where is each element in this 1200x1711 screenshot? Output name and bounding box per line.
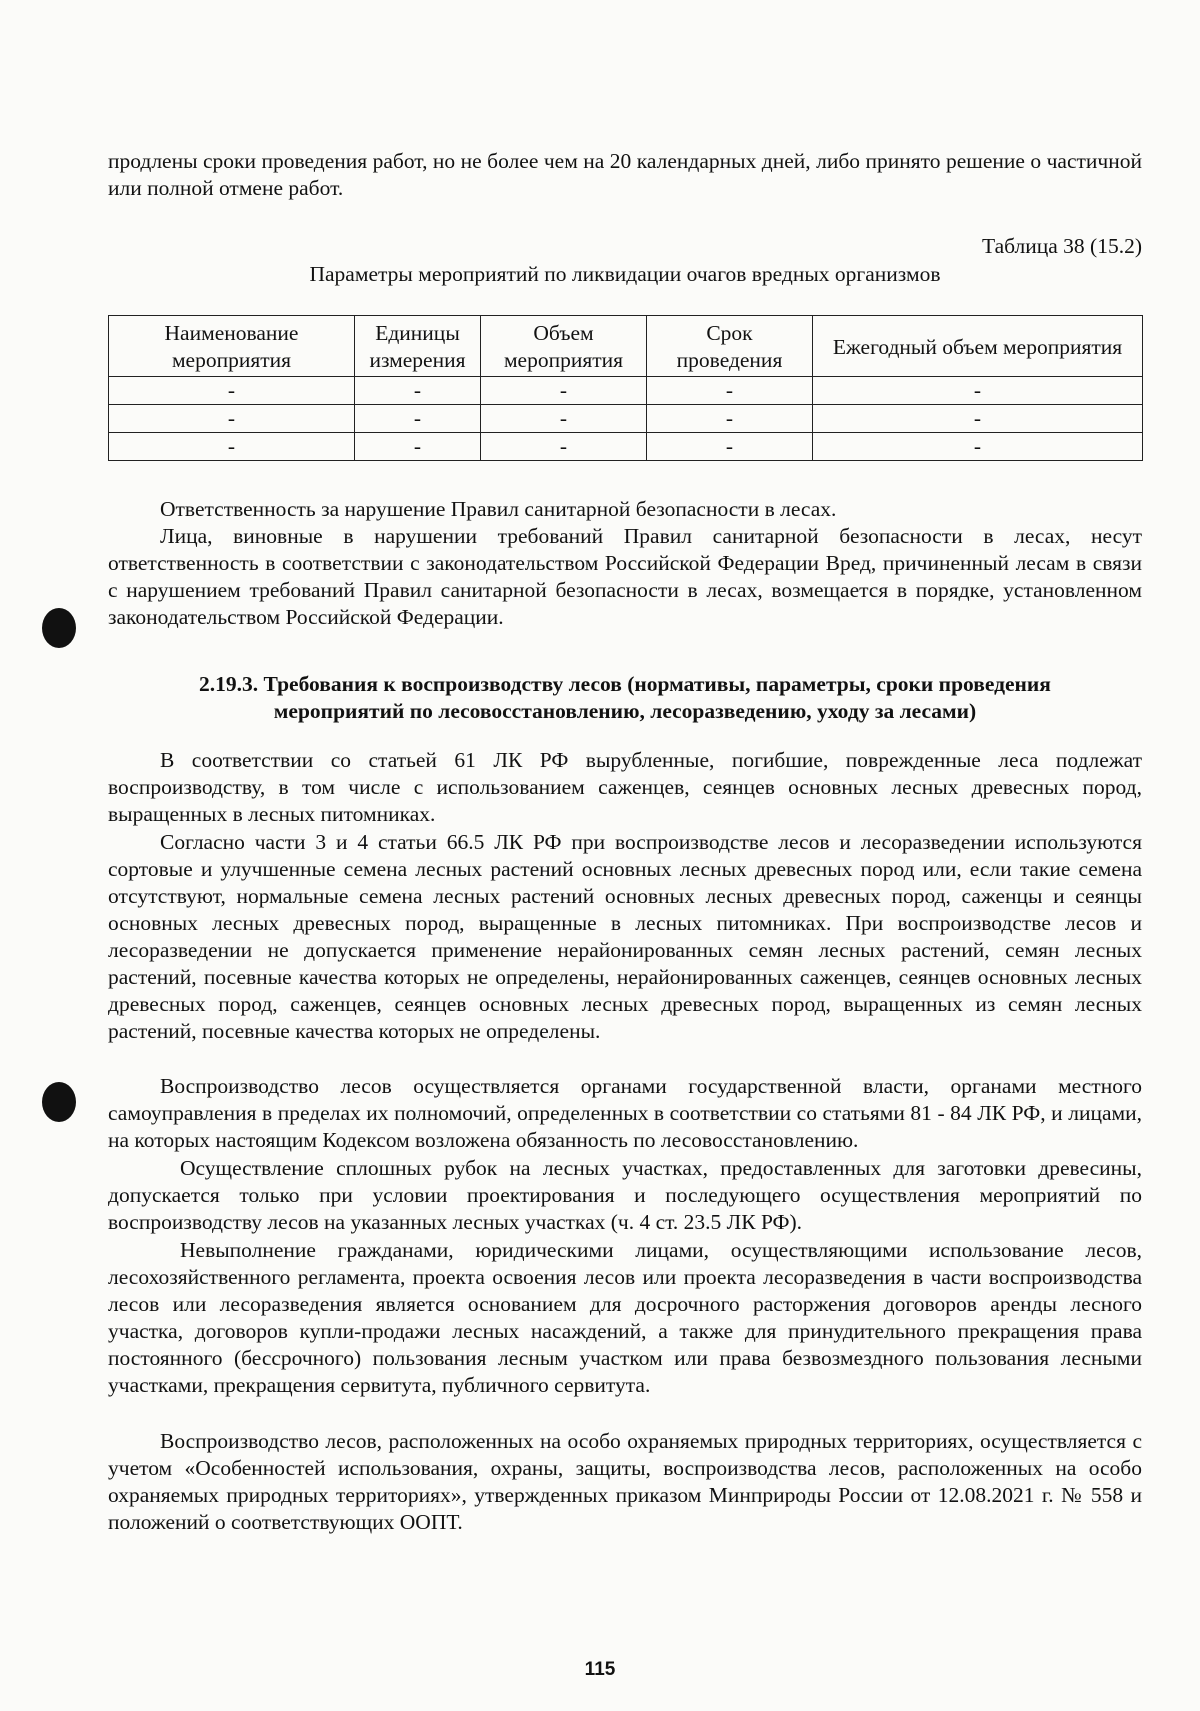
paragraph: Воспроизводство лесов осуществляется органами государственной власти, органами местного самоуправления в пределах их полномочий, определенных в соответствии со статьями 81 - 84 ЛК РФ, и лицами, на которых настоящим Кодексом возложена обязанность по лесовосстановлению.	[108, 1074, 1142, 1152]
header-cell: Единицы измерения	[355, 316, 481, 377]
table-cell: -	[481, 433, 647, 461]
table-cell: -	[109, 433, 355, 461]
table-cell: -	[109, 377, 355, 405]
table-cell: -	[813, 433, 1143, 461]
table-header-row	[109, 316, 1143, 377]
measures-table	[108, 315, 1143, 461]
responsibility-paragraph: Лица, виновные в нарушении требований Правил санитарной безопасности в лесах, несут ответственность в соответствии с законодательством Российской Федерации Вред, причиненный лесам в связи с нарушением требований Правил санитарной безопасности в лесах, возмещается в порядке, установленном законодательством Российской Федерации.	[108, 524, 1142, 629]
table-cell: -	[647, 405, 813, 433]
table-row	[109, 433, 1143, 461]
punch-hole-top	[42, 608, 76, 648]
paragraph: Согласно части 3 и 4 статьи 66.5 ЛК РФ при воспроизводстве лесов и лесоразведении используются сортовые и улучшенные семена лесных растений основных лесных древесных пород или, если такие семена отсутствуют, нормальные семена лесных растений основных лесных древесных пород, саженцы и сеянцы основных лесных древесных пород, выращенные в лесных питомниках. При воспроизводстве лесов и лесоразведении не допускается применение нерайонированных семян лесных растений, семян лесных растений, посевные качества которых не определены, нерайонированных саженцев, сеянцев основных лесных древесных пород, саженцев, сеянцев основных лесных древесных пород, выращенных из семян лесных растений, посевные качества которых не определены.	[108, 830, 1142, 1043]
paragraph: Невыполнение гражданами, юридическими лицами, осуществляющими использование лесов, лесохозяйственного регламента, проекта освоения лесов или проекта лесоразведения в части воспроизводства лесов или лесоразведения является основанием для досрочного расторжения договоров аренды лесного участка, договоров купли-продажи лесных насаждений, а также для принудительного прекращения права постоянного (бессрочного) пользования лесным участком или права безвозмездного пользования лесными участками, прекращения сервитута, публичного сервитута.	[108, 1238, 1142, 1397]
table-row	[109, 405, 1143, 433]
table-cell: -	[109, 405, 355, 433]
table-cell: -	[355, 433, 481, 461]
page-number: 115	[584, 1659, 616, 1680]
table-cell: -	[647, 377, 813, 405]
header-cell: Наименование мероприятия	[109, 316, 355, 377]
table-cell: -	[481, 377, 647, 405]
header-cell: Срок проведения	[647, 316, 813, 377]
table-cell: -	[647, 433, 813, 461]
table-title: Параметры мероприятий по ликвидации очагов вредных организмов	[309, 262, 941, 286]
table-number: Таблица 38 (15.2)	[981, 234, 1142, 258]
intro-paragraph: продлены сроки проведения работ, но не более чем на 20 календарных дней, либо принято решение о частичной или полной отмене работ.	[108, 149, 1142, 200]
table-cell: -	[355, 405, 481, 433]
paragraph: Осуществление сплошных рубок на лесных участках, предоставленных для заготовки древесины, допускается только при условии проектирования и последующего осуществления мероприятий по воспроизводству лесов на указанных лесных участках (ч. 4 ст. 23.5 ЛК РФ).	[108, 1156, 1142, 1234]
table-cell: -	[813, 377, 1143, 405]
table-cell: -	[481, 405, 647, 433]
responsibility-heading: Ответственность за нарушение Правил санитарной безопасности в лесах.	[160, 497, 837, 521]
header-cell: Объем мероприятия	[481, 316, 647, 377]
paragraph: Воспроизводство лесов, расположенных на особо охраняемых природных территориях, осуществляется с учетом «Особенностей использования, охраны, защиты, воспроизводства лесов, расположенных на особо охраняемых природных территориях», утвержденных приказом Минприроды России от 12.08.2021 г. № 558 и положений о соответствующих ООПТ.	[108, 1429, 1142, 1534]
paragraph: В соответствии со статьей 61 ЛК РФ вырубленные, погибшие, поврежденные леса подлежат воспроизводству, в том числе с использованием саженцев, сеянцев основных лесных древесных пород, выращенных в лесных питомниках.	[108, 748, 1142, 826]
header-cell: Ежегодный объем мероприятия	[813, 316, 1143, 377]
table-cell: -	[813, 405, 1143, 433]
punch-hole-bottom	[42, 1082, 76, 1122]
section-heading: 2.19.3. Требования к воспроизводству лесов (нормативы, параметры, сроки проведения мероприятий по лесовосстановлению, лесоразведению, уходу за лесами)	[199, 672, 1051, 723]
table-cell: -	[355, 377, 481, 405]
table-row	[109, 377, 1143, 405]
